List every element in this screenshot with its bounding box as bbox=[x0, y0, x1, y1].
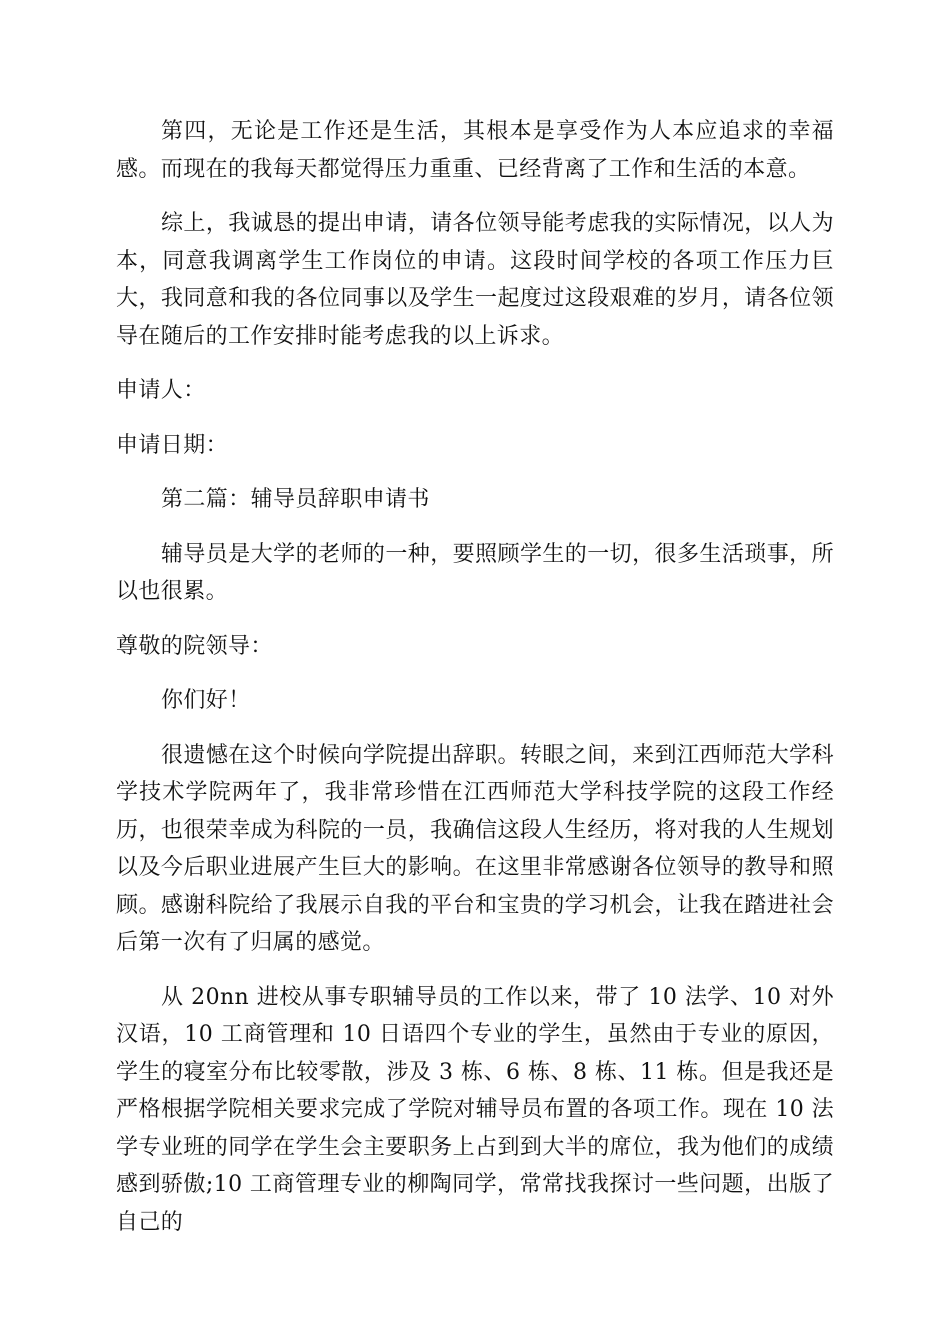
paragraph-intro: 辅导员是大学的老师的一种，要照顾学生的一切，很多生活琐事，所以也很累。 bbox=[116, 541, 834, 604]
paragraph-work-history: 从 20nn 进校从事专职辅导员的工作以来，带了 10 法学、10 对外汉语，10 工商管理和 10 日语四个专业的学生，虽然由于专业的原因，学生的寝室分布比较零散，涉及 3 栋、6 栋、8 栋、11 栋。但是我还是严格根据学院相关要求完成了学院对辅导员布置的各项工作。现在 10 法学专业班的同学在学生会主要职务上占到到大半的席位，我为他们的成绩感到骄傲;10 工商管理专业的柳陶同学，常常找我探讨一些问题，出版了自己的 bbox=[116, 984, 834, 1235]
document-body bbox=[116, 113, 834, 1258]
section-heading: 第二篇：辅导员辞职申请书 bbox=[161, 487, 430, 512]
salutation: 尊敬的院领导： bbox=[116, 633, 273, 659]
applicant-label: 申请人： bbox=[116, 378, 206, 403]
paragraph-resignation: 很遗憾在这个时候向学院提出辞职。转眼之间，来到江西师范大学科学技术学院两年了，我非常珍惜在江西师范大学科技学院的这段工作经历，也很荣幸成为科院的一员，我确信这段人生经历，将对我的人生规划以及今后职业进展产生巨大的影响。在这里非常感谢各位领导的教导和照顾。感谢科院给了我展示自我的平台和宝贵的学习机会，让我在踏进社会后第一次有了归属的感觉。 bbox=[116, 742, 834, 955]
paragraph-fourth-point: 第四，无论是工作还是生活，其根本是享受作为人本应追求的幸福感。而现在的我每天都觉得压力重重、已经背离了工作和生活的本意。 bbox=[116, 119, 834, 182]
application-date-label: 申请日期： bbox=[116, 432, 229, 458]
paragraph-conclusion: 综上，我诚恳的提出申请，请各位领导能考虑我的实际情况，以人为本，同意我调离学生工作岗位的申请。这段时间学校的各项工作压力巨大，我同意和我的各位同事以及学生一起度过这段艰难的岁月，请各位领导在随后的工作安排时能考虑我的以上诉求。 bbox=[116, 211, 834, 349]
greeting: 你们好！ bbox=[161, 688, 251, 713]
